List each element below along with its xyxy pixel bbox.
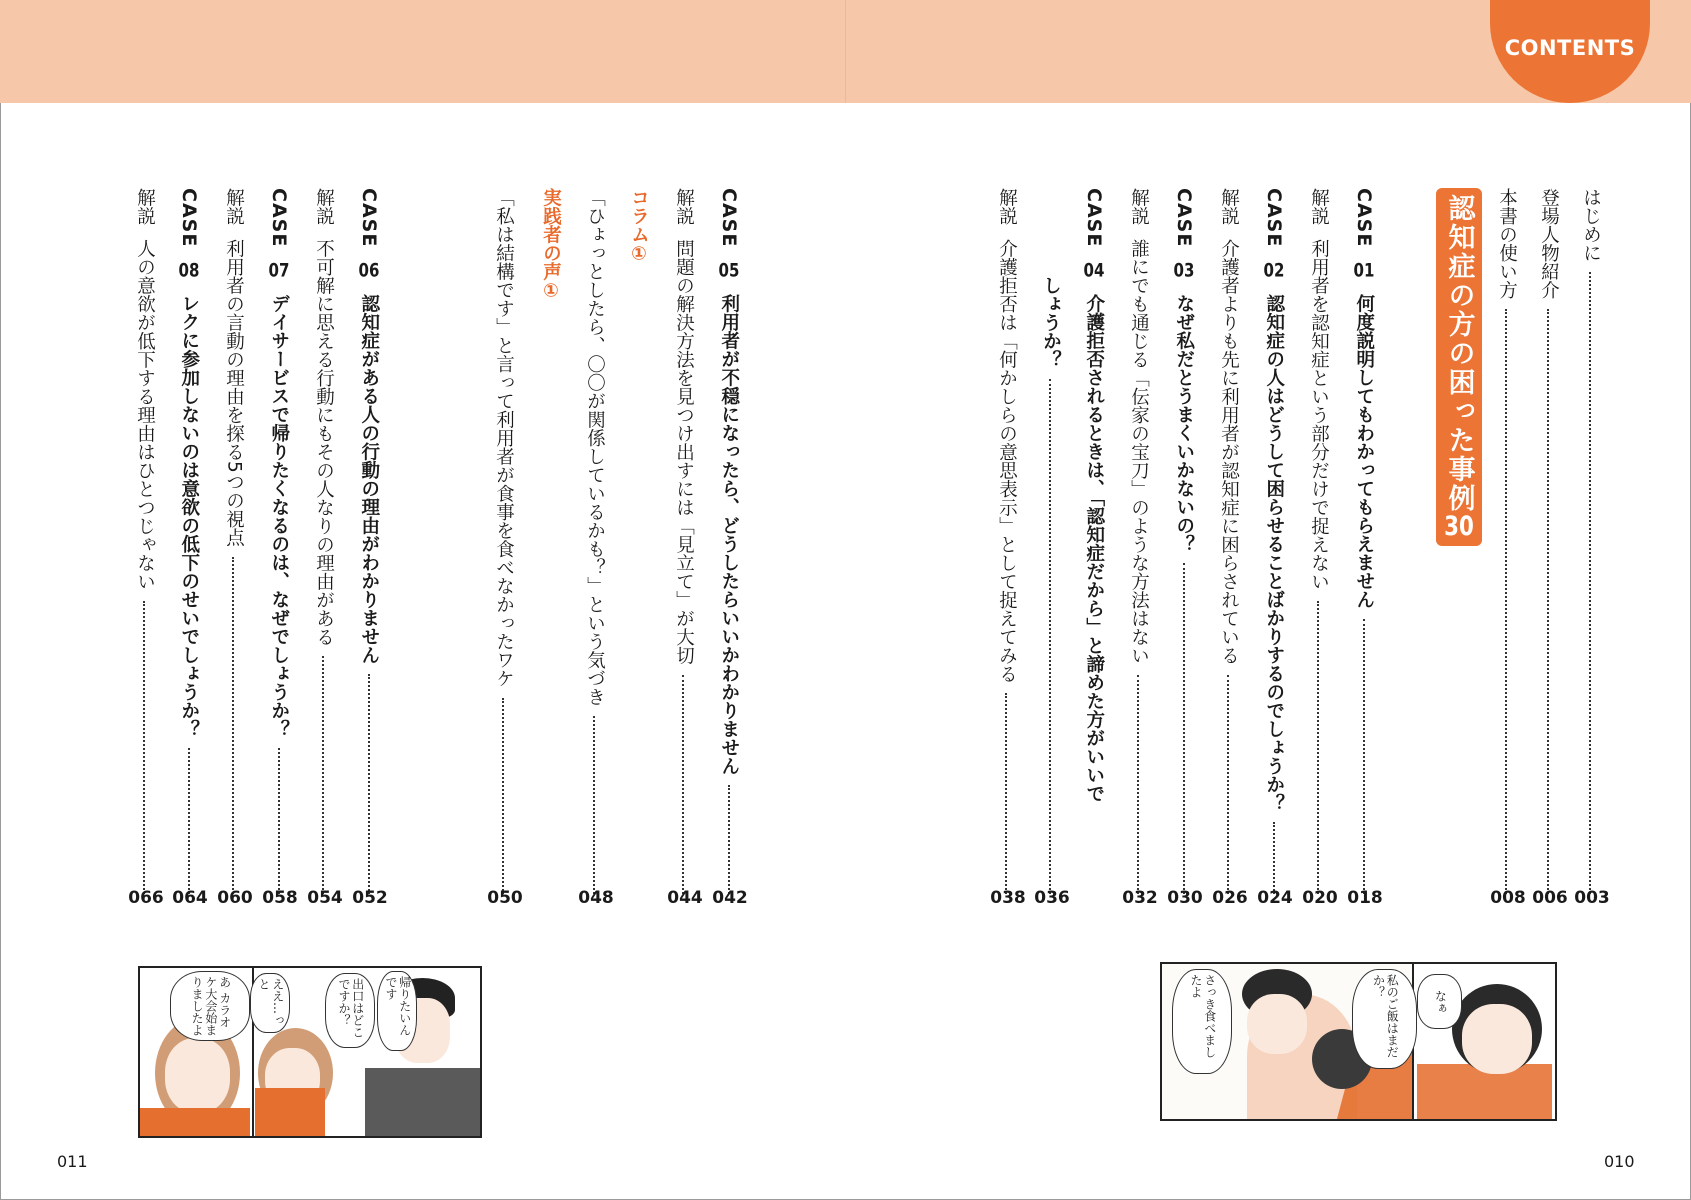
- page-number: 058: [262, 888, 298, 908]
- section-banner: [1436, 188, 1482, 546]
- entry-title: 介護者よりも先に利用者が認知症に困らされている: [1218, 239, 1240, 665]
- leader-dots: [188, 748, 190, 894]
- page-number: 026: [1212, 888, 1248, 908]
- toc-entry: [1041, 188, 1060, 898]
- kaisetsu-tag: 解説: [1128, 188, 1150, 225]
- leader-dots: [368, 674, 370, 894]
- case-label: CASE: [1173, 188, 1195, 248]
- case-label: CASE: [1353, 188, 1375, 248]
- entry-title: 人の意欲が低下する理由はひとつじゃない: [134, 239, 156, 591]
- entry-title: 利用者を認知症という部分だけで捉えない: [1308, 239, 1330, 591]
- toc-entry: [1539, 188, 1558, 898]
- page-number: 008: [1490, 888, 1526, 908]
- toc-entry: [1264, 188, 1283, 898]
- entry-title: 何度説明してもわかってもらえません: [1353, 294, 1375, 609]
- toc-entry: [1174, 188, 1193, 898]
- page-number: 052: [352, 888, 388, 908]
- case-number: 05: [718, 261, 740, 281]
- page-number: 048: [578, 888, 614, 908]
- speech-bubble: ええ…っと: [250, 973, 290, 1033]
- page-number: 003: [1574, 888, 1610, 908]
- entry-title: デイサービスで帰りたくなるのは、なぜでしょうか？: [268, 294, 290, 739]
- leader-dots: [1049, 379, 1051, 895]
- case-number: 04: [1083, 261, 1105, 281]
- leader-dots: [682, 675, 684, 895]
- toc-entry: [1084, 188, 1103, 898]
- leader-dots: [1589, 272, 1591, 894]
- toc-entry: [314, 188, 333, 898]
- leader-dots: [278, 748, 280, 894]
- toc-entry: [585, 188, 604, 898]
- speech-bubble: なぁ: [1417, 974, 1462, 1029]
- speech-bubble: 出口はどこですか？: [325, 973, 375, 1048]
- leader-dots: [1183, 563, 1185, 894]
- leader-dots: [143, 601, 145, 895]
- leader-dots: [1363, 619, 1365, 894]
- comic-strip-left: [138, 966, 482, 1138]
- entry-title: なぜ私だとうまくいかないの？: [1173, 294, 1195, 554]
- page-number: 020: [1302, 888, 1338, 908]
- page-number: 044: [667, 888, 703, 908]
- entry-title: 本書の使い方: [1496, 188, 1518, 299]
- toc-entry: [135, 188, 154, 898]
- kaisetsu-tag: 解説: [223, 188, 245, 225]
- case-label: CASE: [358, 188, 380, 248]
- case-number: 02: [1263, 261, 1285, 281]
- kaisetsu-tag: 解説: [1308, 188, 1330, 225]
- speech-bubble: あ カラオケ大会始まりましたよ: [170, 971, 250, 1041]
- leader-dots: [502, 698, 504, 895]
- case-label: CASE: [268, 188, 290, 248]
- kaisetsu-tag: 解説: [996, 188, 1018, 225]
- toc-entry: [179, 188, 198, 898]
- page-number: 030: [1167, 888, 1203, 908]
- page-number: 018: [1347, 888, 1383, 908]
- toc-entry: [269, 188, 288, 898]
- speech-bubble: 私のご飯はまだか？: [1352, 969, 1417, 1069]
- leader-dots: [1273, 822, 1275, 894]
- case-number: 01: [1353, 261, 1375, 281]
- leader-dots: [1005, 693, 1007, 894]
- entry-title: 「ひょっとしたら、〇〇が関係しているかも？」という気づき: [584, 188, 606, 706]
- page-number: 006: [1532, 888, 1568, 908]
- page-gutter: [845, 0, 846, 103]
- page-number: 036: [1034, 888, 1070, 908]
- toc-entry: [674, 188, 693, 898]
- leader-dots: [1317, 601, 1319, 895]
- toc-entry: [1129, 188, 1148, 898]
- page-number: 064: [172, 888, 208, 908]
- toc-entry: [359, 188, 378, 898]
- entry-title: 認知症がある人の行動の理由がわかりません: [358, 294, 380, 665]
- case-number: 06: [358, 261, 380, 281]
- toc-entry: [719, 188, 738, 898]
- entry-title: 誰にでも通じる「伝家の宝刀」のような方法はない: [1128, 239, 1150, 665]
- comic-strip-right: [1160, 962, 1557, 1121]
- case-number: 03: [1173, 261, 1195, 281]
- entry-title: 認知症の人はどうして困らせることばかりするのでしょうか？: [1263, 294, 1285, 813]
- page-number: 054: [307, 888, 343, 908]
- leader-dots: [1137, 675, 1139, 895]
- toc-entry: [1309, 188, 1328, 898]
- page-number: 050: [487, 888, 523, 908]
- leader-dots: [593, 716, 595, 894]
- kaisetsu-tag: 解説: [134, 188, 156, 225]
- contents-label: CONTENTS: [1504, 35, 1636, 60]
- leader-dots: [1547, 309, 1549, 894]
- leader-dots: [322, 656, 324, 894]
- toc-entry: [1219, 188, 1238, 898]
- case-number: 07: [268, 261, 290, 281]
- banner-prefix: 認知症の方の困った事例: [1443, 194, 1475, 513]
- column-tag: 実践者の声①: [540, 188, 562, 302]
- toc-entry: [1497, 188, 1516, 898]
- entry-title: はじめに: [1580, 188, 1602, 262]
- toc-entry: [494, 188, 513, 898]
- entry-title: 介護拒否されるときは、「認知症だから」と諦めた方がいいで: [1083, 294, 1105, 804]
- kaisetsu-tag: 解説: [313, 188, 335, 225]
- page-number-left: 011: [57, 1152, 88, 1171]
- case-label: CASE: [178, 188, 200, 248]
- case-label: CASE: [718, 188, 740, 248]
- page-number: 060: [217, 888, 253, 908]
- page-number-right: 010: [1604, 1152, 1635, 1171]
- entry-title: 登場人物紹介: [1538, 188, 1560, 299]
- banner-number: 30: [1444, 513, 1474, 540]
- case-label: CASE: [1263, 188, 1285, 248]
- toc-entry: [997, 188, 1016, 898]
- kaisetsu-tag: 解説: [1218, 188, 1240, 225]
- case-label: CASE: [1083, 188, 1105, 248]
- page-number: 042: [712, 888, 748, 908]
- page-number: 032: [1122, 888, 1158, 908]
- page-number: 024: [1257, 888, 1293, 908]
- toc-entry: [541, 188, 560, 898]
- entry-title: 不可解に思える行動にもその人なりの理由がある: [313, 239, 335, 646]
- page-number: 038: [990, 888, 1026, 908]
- toc-entry: [1354, 188, 1373, 898]
- entry-title: 利用者の言動の理由を探る5つの視点: [223, 239, 245, 547]
- speech-bubble: さっき食べましたよ: [1172, 969, 1232, 1074]
- entry-title: 問題の解決方法を見つけ出すには「見立て」が大切: [673, 239, 695, 665]
- leader-dots: [1227, 675, 1229, 895]
- leader-dots: [728, 785, 730, 894]
- column-tag: コラム①: [628, 188, 650, 265]
- entry-title: 利用者が不穏になったら、どうしたらいいかわかりません: [718, 294, 740, 776]
- toc-entry: [1581, 188, 1600, 898]
- toc-entry: [629, 188, 648, 898]
- page-number: 066: [128, 888, 164, 908]
- entry-title: 介護拒否は「何かしらの意思表示」として捉えてみる: [996, 239, 1018, 683]
- speech-bubble: 帰りたいんです: [377, 971, 417, 1051]
- entry-title: 「私は結構です」と言って利用者が食事を食べなかったワケ: [493, 188, 515, 688]
- kaisetsu-tag: 解説: [673, 188, 695, 225]
- leader-dots: [232, 557, 234, 894]
- leader-dots: [1505, 309, 1507, 894]
- entry-title: レクに参加しないのは意欲の低下のせいでしょうか？: [178, 294, 200, 739]
- case-number: 08: [178, 261, 200, 281]
- toc-entry: [224, 188, 243, 898]
- entry-title: しょうか？: [1040, 276, 1062, 369]
